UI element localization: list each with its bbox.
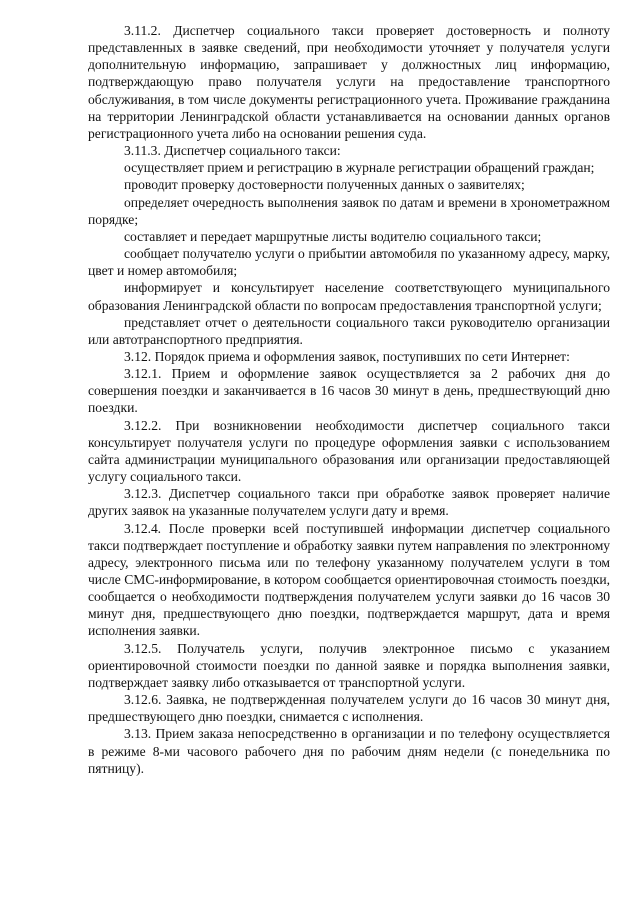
document-body — [88, 22, 610, 777]
list-item-verification: проводит проверку достоверности полученных данных о заявителях; — [124, 177, 525, 193]
paragraph-3-12-3: 3.12.3. Диспетчер социального такси при обработке заявок проверяет наличие других заявок на указанные получателем услуги дату и время. — [88, 486, 610, 519]
list-item-registration: осуществляет прием и регистрацию в журнале регистрации обращений граждан; — [124, 160, 595, 176]
paragraph-3-13: 3.13. Прием заказа непосредственно в организации и по телефону осуществляется в режиме 8-ми часового рабочего дня по рабочим дням недели (с понедельника по пятницу). — [88, 726, 610, 776]
paragraph-3-11-3: 3.11.3. Диспетчер социального такси: — [124, 143, 341, 159]
paragraph-3-12-4: 3.12.4. После проверки всей поступившей информации диспетчер социального такси подтверждает поступление и обработку заявки путем направления по электронному адресу, электронного письма или по телефону указанному получателем услуги в том числе СМС-информирование, в котором сообщается ориентировочная стоимость поездки, сообщается о необходимости подтверждения получателем услуги заявки до 16 часов 30 минут дня, предшествующего дню поездки, подтверждается маршрут, дата и время исполнения заявки. — [88, 520, 610, 639]
paragraph-3-12-1: 3.12.1. Прием и оформление заявок осуществляется за 2 рабочих дня до совершения поездки и заканчивается в 16 часов 30 минут в день, предшествующий дню поездки. — [88, 366, 610, 416]
paragraph-3-12-5: 3.12.5. Получатель услуги, получив электронное письмо с указанием ориентировочной стоимости поездки по данной заявке и порядка выполнения заявки, подтверждает заявку либо отказывается от транспортной услуги. — [88, 640, 610, 690]
paragraph-3-12: 3.12. Порядок приема и оформления заявок, поступивших по сети Интернет: — [124, 348, 570, 364]
list-item-route-sheets: составляет и передает маршрутные листы водителю социального такси; — [124, 228, 542, 244]
list-item-ordering: определяет очередность выполнения заявок по датам и времени в хронометражном порядке; — [88, 194, 610, 227]
list-item-arrival-notice: сообщает получателю услуги о прибытии автомобиля по указанному адресу, марку, цвет и номер автомобиля; — [88, 246, 610, 279]
paragraph-3-12-6: 3.12.6. Заявка, не подтвержденная получателем услуги до 16 часов 30 минут дня, предшествующего дню поездки, снимается с исполнения. — [88, 692, 610, 725]
paragraph-3-11-2: 3.11.2. Диспетчер социального такси проверяет достоверность и полноту представленных в заявке сведений, при необходимости уточняет у получателя услуги дополнительную информацию, запрашивает у должностных лиц информацию, подтверждающую право получателя услуги на предоставление транспортного обслуживания, в том числе документы регистрационного учета. Проживание гражданина на территории Ленинградской области устанавливается на основании данных органов регистрационного учета либо на основании решения суда. — [88, 23, 610, 141]
list-item-informing: информирует и консультирует население соответствующего муниципального образования Ленинградской области по вопросам предоставления транспортной услуги; — [88, 280, 610, 313]
list-item-report: представляет отчет о деятельности социального такси руководителю организации или автотранспортного предприятия. — [88, 314, 610, 347]
paragraph-3-12-2: 3.12.2. При возникновении необходимости диспетчер социального такси консультирует получателя услуги по процедуре оформления заявки с использованием сайта администрации муниципального образования или организации предоставляющей услугу социального такси. — [88, 417, 610, 485]
